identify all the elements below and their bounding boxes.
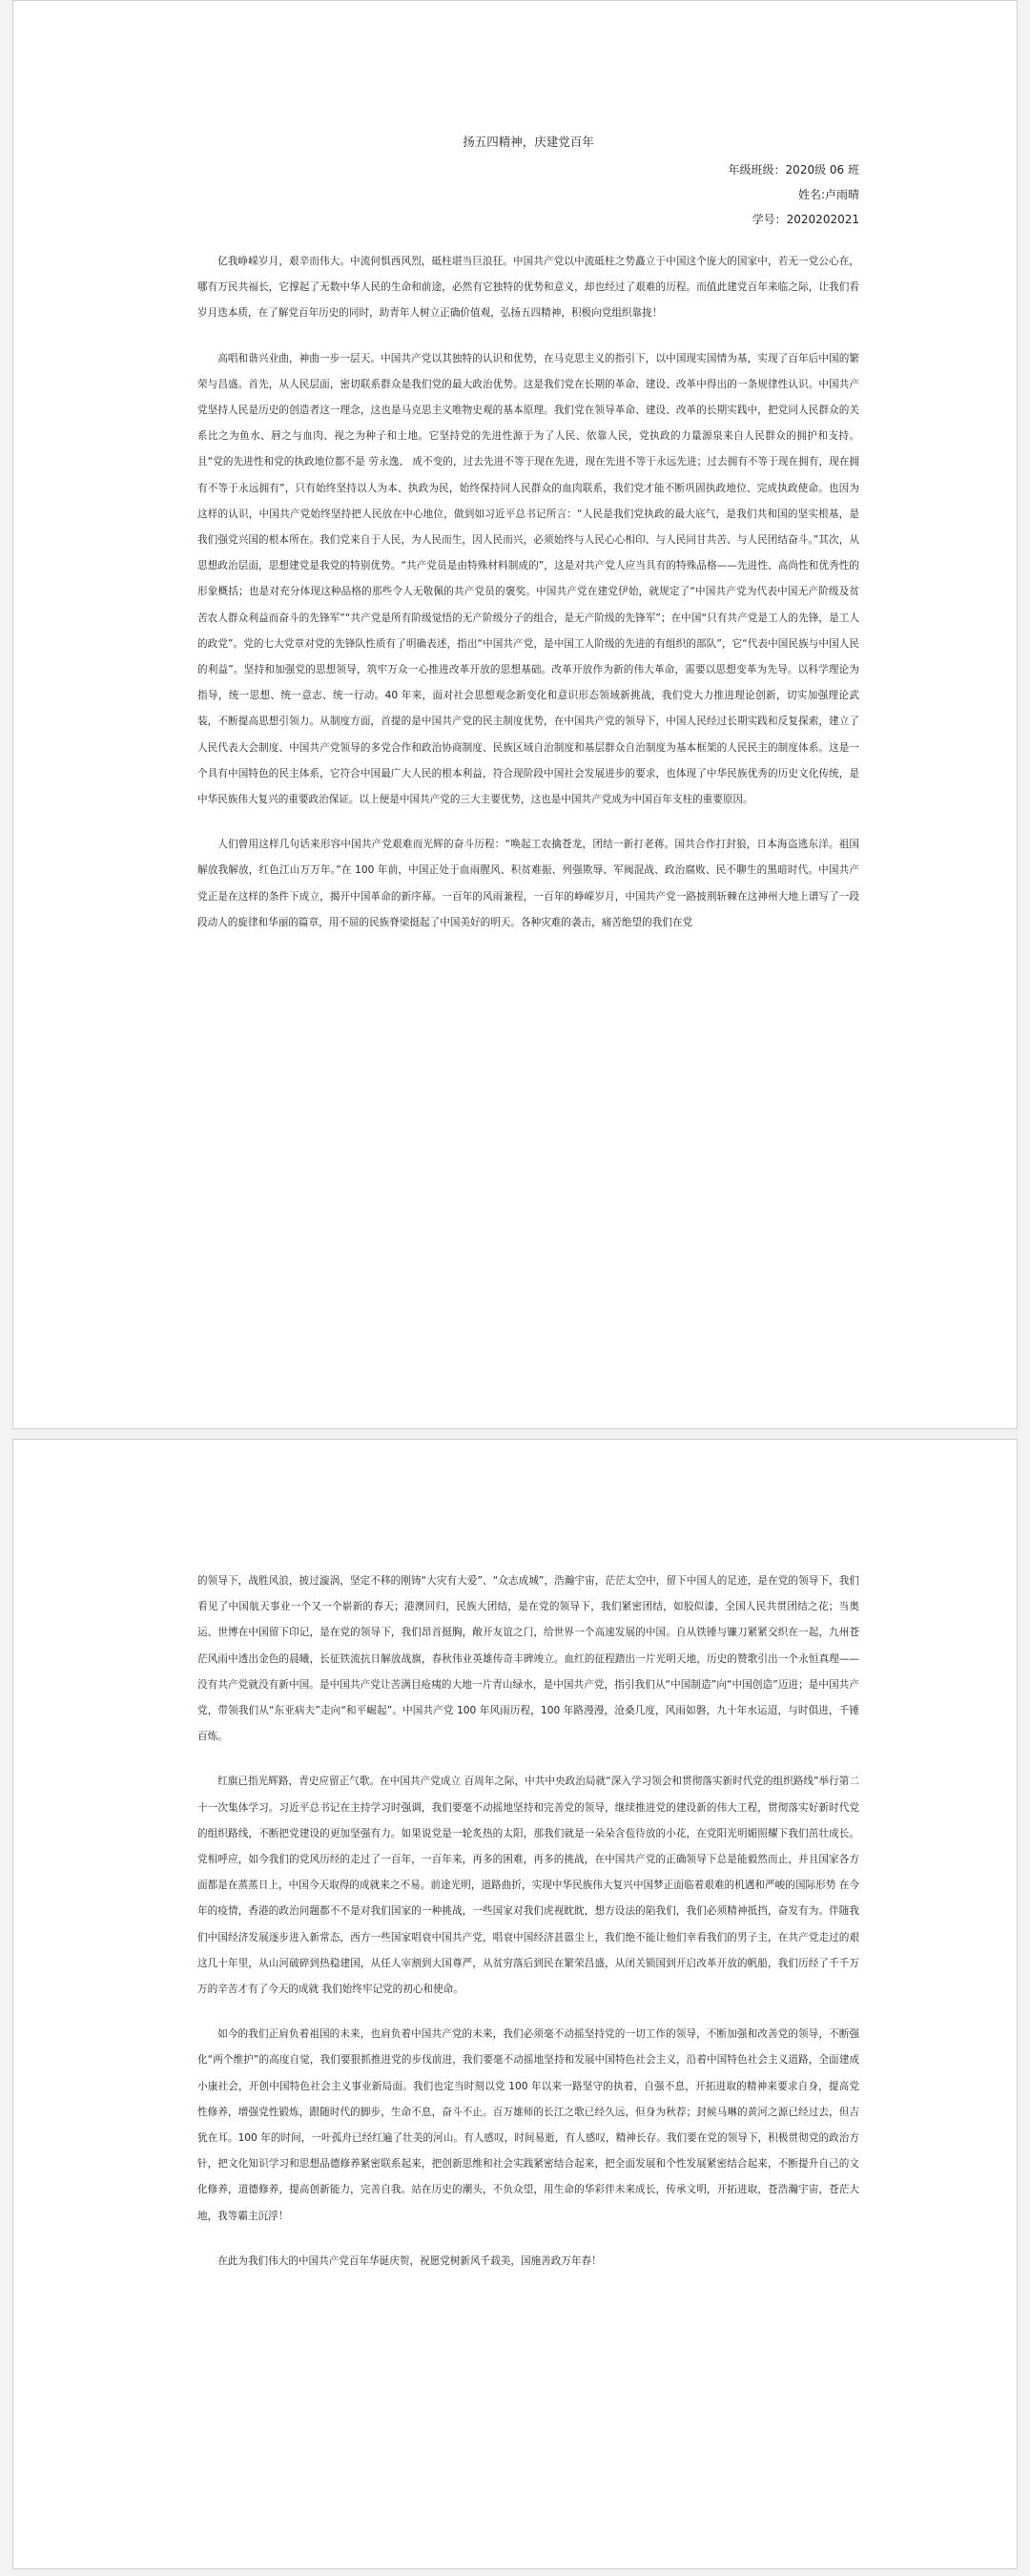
closing-paragraph: 在此为我们伟大的中国共产党百年华诞庆贺，祝愿党树新风千载美，国施善政万年春！	[217, 2254, 602, 2267]
document-page-2	[12, 1439, 1018, 2569]
paragraph: 高唱和谐兴业曲，神曲一步一层天。中国共产党以其独特的认识和优势，在马克思主义的指引下，以中国现实国情为基，实现了百年后中国的繁荣与昌盛。首先，从人民层面，密切联系群众是我们党的最大政治优势。这是我们党在长期的革命、建设、改革中得出的一条规律性认识。中国共产党坚持人民是历史的创造者这一理念，这也是马克思主义唯物史观的基本原理。我们党在领导革命、建设、改革的长期实践中，把党同人民群众的关系比之为鱼水、唇之与血肉、视之为种子和土地。它坚持党的先进性源于为了人民、依靠人民，党执政的力量源泉来自人民群众的拥护和支持。且“党的先进性和党的执政地位都不是 劳永逸、 成不变的，过去先进不等于现在先进，现在先进不等于永远先进；过去拥有不等于现在拥有，现在拥有不等于永远拥有”，只有始终坚持以人为本、执政为民，始终保持同人民群众的血肉联系，我们党才能不断巩固执政地位、完成执政使命。也因为这样的认识，中国共产党始终坚持把人民放在中心地位，做到如习近平总书记所言：“人民是我们党执政的最大底气，是我们共和国的坚实根基，是我们强党兴国的根本所在。我们党来自于人民，为人民而生，因人民而兴，必须始终与人民心心相印、与人民同甘共苦、与人民团结奋斗。”其次，从思想政治层面，思想建党是我党的特别优势。“共产党员是由特殊材料制成的”，这是对共产党人应当具有的特殊品格——先进性、高尚性和优秀性的形象概括；也是对充分体现这种品格的那些令人无敬佩的共产党员的褒奖。中国共产党在建党伊始，就规定了“中国共产党为代表中国无产阶级及贫苦农人群众利益而奋斗的先锋军”“共产党是所有阶级觉悟的无产阶级分子的组合，是无产阶级的先锋军”；在中国“只有共产党是工人的先锋，是工人的政党”。党的七大党章对党的先锋队性质有了明确表述，指出“中国共产党，是中国工人阶级的先进的有组织的部队”，它“代表中国民族与中国人民的利益”。坚持和加强党的思想领导，筑牢万众一心推进改革开放的思想基础。改革开放作为新的伟大革命，需要以思想变革为先导。以科学理论为指导，统一思想、统一意志、统一行动。40 年来，面对社会思想观念新变化和意识形态领域新挑战，我们党大力推进理论创新，切实加强理论武装，不断提高思想引领力。从制度方面，首提的是中国共产党的民主制度优势，在中国共产党的领导下，中国人民经过长期实践和反复探索，建立了人民代表大会制度、中国共产党领导的多党合作和政治协商制度、民族区域自治制度和基层群众自治制度为基本框架的人民民主的制度体系。这是一个具有中国特色的民主体系，它符合中国最广大人民的根本利益，符合现阶段中国社会发展进步的要求，也体现了中华民族优秀的历史文化传统，是中华民族伟大复兴的重要政治保证。以上便是中国共产党的三大主要优势，这也是中国共产党成为中国百年支柱的重要原因。	[197, 352, 859, 806]
paragraph: 红旗已指光辉路，青史应留正气歌。在中国共产党成立 百周年之际，中共中央政治局就“深入学习领会和贯彻落实新时代党的组织路线”举行第二十一次集体学习。习近平总书记在主持学习时强调，我们要毫不动摇地坚持和完善党的领导，继续推进党的建设新的伟大工程，贯彻落实好新时代党的组织路线，不断把党建设的更加坚强有力。如果说党是一轮炙热的太阳，那我们就是一朵朵含苞待放的小花，在党阳光明媚照耀下我们茁壮成长。党相呼应，如今我们的党风历经的走过了一百年，一百年来，再多的困难，再多的挑战，在中国共产党的正确领导下总是能毅然而止，并且国家各方面都是在蒸蒸日上，中国今天取得的成就来之不易。前途光明，道路曲折，实现中华民族伟大复兴中国梦正面临着艰难的机遇和严峻的国际形势 在今年的疫情，香港的政治问题都不不是对我们国家的一种挑战，一些国家对我们虎视眈眈，想方设法的陷我们，我们必须精神抵挡，奋发有为。伴随我们中国经济发展逐步进入新常态，西方一些国家唱衰中国共产党，唱衰中国经济甚嚣尘上，我们绝不能让他们幸看我们的男子主，在共产党走过的艰这几十年里，从山河破碎到热稳建国，从任人宰割到大国尊严，从贫穷落后到民在繁荣昌盛，从闭关锁国到开启改革开放的帆船，我们历经了千千万万的辛苦才有了今天的成就 我们始终牢记党的初心和使命。	[197, 1776, 859, 1996]
page-content	[197, 1568, 859, 2294]
paragraph-continuation: 的领导下，战胜风浪，披过漩涡，坚定不移的刚铸“大灾有大爱”、“众志成城”，浩瀚宇宙，茫茫太空中，留下中国人的足迹，是在党的领导下，我们看见了中国航天事业一个又一个崭新的春天；港澳回归，民族大团结，是在党的领导下，我们紧密团结，如胶似漆，全国人民共贯团结之花；当奥运、世博在中国留下印记，是在党的领导下，我们昂首挺胸，敞开友谊之门，给世界一个高速发展的中国。自从铁锤与镰刀紧紧交织在一起，九州苍茫风雨中透出金色的晨曦，长征铁流抗日解放战旗，春秋伟业英雄传奇丰碑竣立。血红的征程踏出一片光明天地，历史的赞歌引出一个永恒真理——没有共产党就没有新中国。是中国共产党让苦满目疮痍的大地一片青山绿水，是中国共产党，指引我们从“中国制造”向“中国创造”迈进；是中国共产党，带领我们从“东亚病夫”走向“和平崛起”。中国共产党 100 年风雨历程，100 年路漫漫，沧桑几度，风雨如磐，九十年水运迢，与时俱进，千锤百炼。	[197, 1575, 859, 1743]
page-content	[197, 133, 859, 955]
student-id-line: 学号：2020202021	[752, 213, 859, 226]
document-page-1	[12, 0, 1018, 1429]
paragraph: 人们曾用这样几句话来形容中国共产党艰难而光辉的奋斗历程：“唤起工农擒苍龙，团结一新打老蒋。国共合作打封狼，日本海盗逃东洋。祖国解放我解放，红色江山万万年。”在 100 年前，中国正处于血雨腥风、积贫难振、列强欺辱、军阀混战、政治腐败、民不聊生的黑暗时代。中国共产党正是在这样的条件下成立，揭开中国革命的新序幕。一百年的风雨兼程，一百年的峥嵘岁月，中国共产党一路披荆斩棘在这神州大地上谱写了一段段动人的旋律和华丽的篇章，用不屈的民族脊梁挺起了中国美好的明天。各种灾难的袭击，痛苦绝望的我们在党	[197, 839, 859, 928]
name-line: 姓名:卢雨晴	[797, 188, 859, 201]
paragraph: 亿我峥嵘岁月，艰辛而伟大。中流何惧西风烈，砥柱堪当巨浪狂。中国共产党以中流砥柱之势矗立于中国这个庞大的国家中，若无一党公心在，哪有万民共福长，它撑起了无数中华人民的生命和前途，必然有它独特的优势和意义，却也经过了艰难的历程。而值此建党百年来临之际，让我们看岁月迭本质，在了解党百年历史的同时，助青年人树立正确价值观，弘扬五四精神，积极向党组织靠拢！	[197, 256, 859, 320]
essay-title: 扬五四精神，庆建党百年	[463, 135, 594, 149]
paragraph: 如今的我们正肩负着祖国的未来，也肩负着中国共产党的未来，我们必须毫不动摇坚持党的一切工作的领导，不断加强和改善党的领导，不断强化“两个维护”的高度自觉，我们要狠抓推进党的步伐前进，我们要毫不动摇地坚持和发展中国特色社会主义，沿着中国特色社会主义道路，全面建成小康社会，开创中国特色社会主义事业新局面。我们也定当时刻以党 100 年以来一路坚守的执着，自强不息，开拓进取的精神来要求自身，提高党性修养，增强党性锻炼，跟随时代的脚步，生命不息，奋斗不止。百万雄师的长江之歌已经久远，但身为秋荐；封候马琳的黄河之源已经过去，但吉犹在耳。100 年的时间，一叶孤舟已经红遍了壮美的河山。有人感叹，时间易逝，有人感叹，精神长存。我们要在党的领导下，积极贯彻党的政治方针，把文化知识学习和思想品德修养紧密联系起来，把创新思维和社会实践紧密结合起来，把全面发展和个性发展紧密结合起来，不断提升自己的文化修养，道德修养，提高创新能力，完善自我。站在历史的潮头，不负众望，用生命的华彩伴未来成长，传承文明，开拓进取，苍浩瀚宇宙，苍茫大地，我等霸主沉浮！	[197, 2028, 859, 2222]
class-line: 年级班级：2020级 06 班	[728, 163, 859, 177]
